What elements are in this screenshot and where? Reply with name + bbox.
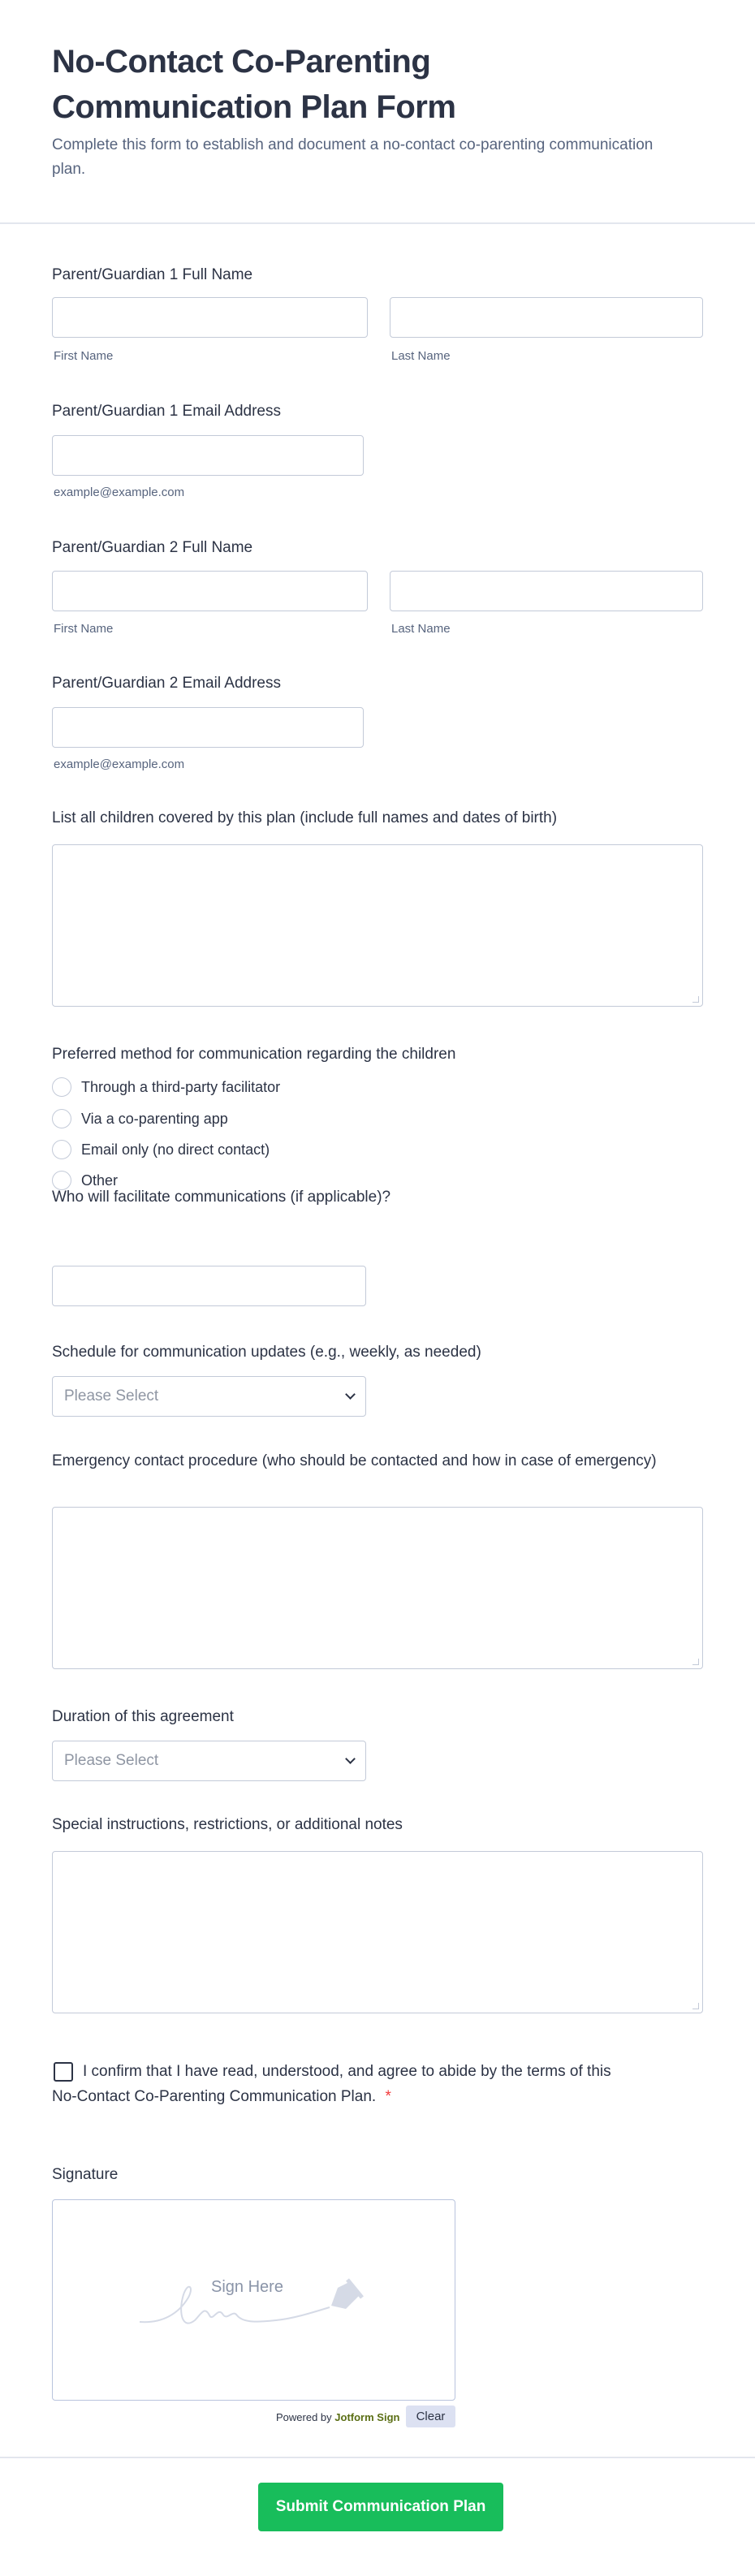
emergency-textarea[interactable] [52,1507,703,1669]
emergency-label: Emergency contact procedure (who should be contacted and how in case of emergency) [52,1452,657,1469]
method-option[interactable] [52,1140,270,1159]
children-label: List all children covered by this plan (include full names and dates of birth) [52,809,558,826]
powered-by [276,2411,399,2423]
select-value: Please Select [64,1752,159,1769]
submit-button[interactable]: Submit Communication Plan [258,2483,503,2531]
p2-email-sublabel: example@example.com [54,757,185,771]
divider [0,222,755,224]
chevron-down-icon [345,1389,356,1400]
powered-by-text: Powered by [276,2411,332,2423]
p1-last-name-input[interactable] [390,297,703,338]
jotform-sign-link[interactable]: Jotform Sign [334,2411,400,2423]
p1-email-label: Parent/Guardian 1 Email Address [52,403,281,420]
p2-first-name-sublabel: First Name [54,622,114,636]
duration-label: Duration of this agreement [52,1708,234,1725]
facilitator-input[interactable] [52,1266,366,1306]
notes-label: Special instructions, restrictions, or additional notes [52,1816,403,1833]
confirm-text: I confirm that I have read, understood, and agree to abide by the terms of this No-Contact Co-Parenting Communication Plan. [52,2063,611,2105]
resize-handle-icon[interactable] [692,1659,699,1665]
p1-first-name-sublabel: First Name [54,349,114,363]
required-asterisk: * [385,2088,391,2105]
divider [0,2457,755,2458]
facilitator-label: Who will facilitate communications (if applicable)? [52,1189,391,1206]
children-textarea[interactable] [52,844,703,1007]
duration-select[interactable] [52,1741,366,1781]
signature-pad[interactable] [52,2199,455,2401]
sign-here-placeholder: Sign Here [211,2278,283,2296]
signature-scribble-icon [138,2273,373,2330]
option-label: Via a co-parenting app [81,1110,228,1127]
notes-textarea[interactable] [52,1851,703,2013]
method-option[interactable] [52,1109,228,1128]
page-subtitle: Complete this form to establish and document a no-contact co-parenting communication plan. [52,136,654,178]
signature-label: Signature [52,2166,119,2183]
radio-button[interactable] [52,1109,71,1128]
page-title: No-Contact Co-Parenting Communication Plan Form [52,44,456,125]
p2-first-name-input[interactable] [52,571,368,611]
select-value: Please Select [64,1387,159,1405]
radio-button[interactable] [52,1140,71,1159]
radio-button[interactable] [52,1077,71,1097]
option-label: Through a third-party facilitator [81,1078,281,1095]
p2-email-input[interactable] [52,707,364,748]
method-option[interactable] [52,1077,280,1097]
p2-last-name-sublabel: Last Name [391,622,451,636]
p1-last-name-sublabel: Last Name [391,349,451,363]
p1-first-name-input[interactable] [52,297,368,338]
p1-email-input[interactable] [52,435,364,476]
resize-handle-icon[interactable] [692,2003,699,2009]
chevron-down-icon [345,1754,356,1764]
p2-email-label: Parent/Guardian 2 Email Address [52,675,281,692]
clear-signature-button[interactable]: Clear [406,2406,455,2427]
p2-name-label: Parent/Guardian 2 Full Name [52,539,253,556]
method-label: Preferred method for communication regarding the children [52,1046,456,1063]
p1-name-label: Parent/Guardian 1 Full Name [52,266,253,283]
p2-last-name-input[interactable] [390,571,703,611]
schedule-select[interactable] [52,1376,366,1417]
schedule-label: Schedule for communication updates (e.g., weekly, as needed) [52,1344,481,1361]
option-label: Email only (no direct contact) [81,1141,270,1158]
p1-email-sublabel: example@example.com [54,485,185,499]
resize-handle-icon[interactable] [692,996,699,1003]
confirm-label [52,2059,636,2109]
option-label: Other [81,1171,119,1189]
